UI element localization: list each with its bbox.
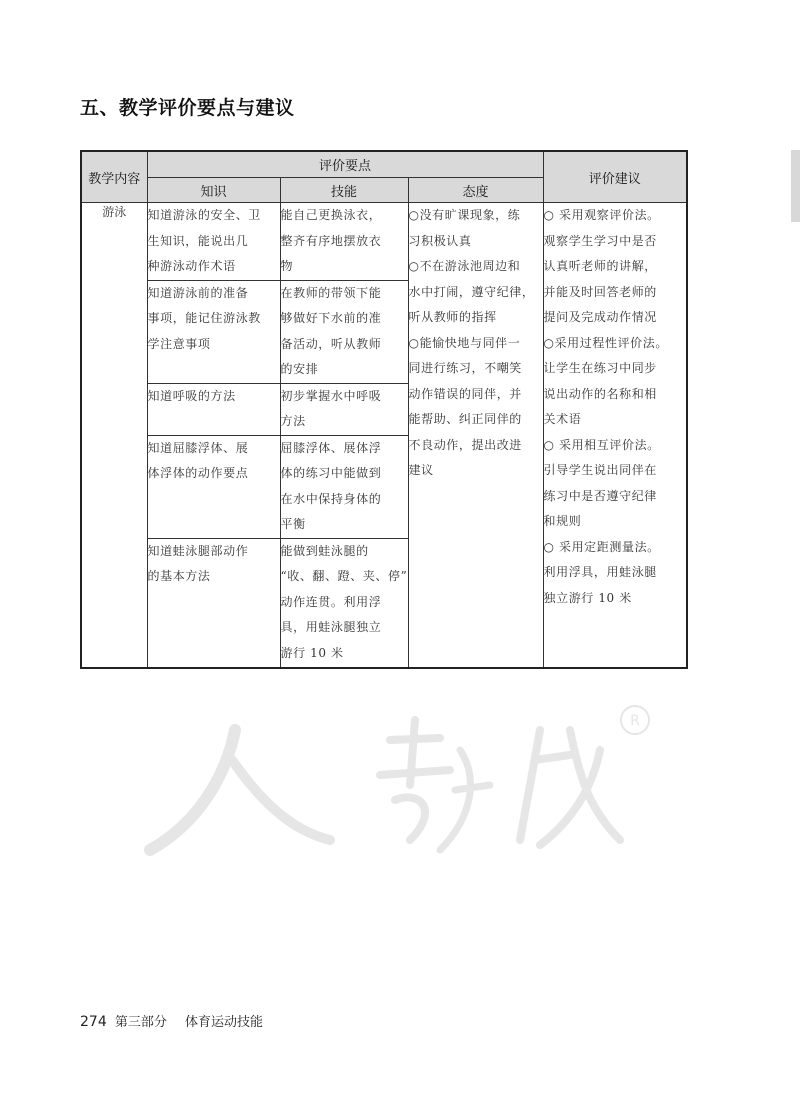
knowledge-cell bbox=[147, 383, 280, 435]
cell-line: 利用浮具，用蛙泳腿 bbox=[543, 565, 657, 579]
cell-line: 的安排 bbox=[280, 362, 319, 376]
cell-line: 体的练习中能做到 bbox=[280, 466, 382, 480]
cell-line: 听从教师的指挥 bbox=[408, 310, 497, 324]
skill-cell bbox=[280, 383, 408, 435]
cell-line: ○ 采用相互评价法。 bbox=[543, 437, 660, 452]
cell-line: ○能愉快地与同伴一 bbox=[408, 335, 521, 350]
skill-cell bbox=[280, 280, 408, 383]
cell-line: 初步掌握水中呼吸 bbox=[280, 388, 382, 403]
cell-line: ○没有旷课现象，练 bbox=[408, 208, 521, 222]
table-row bbox=[81, 203, 687, 281]
cell-line: 事项，能记住游泳教 bbox=[147, 311, 261, 325]
cell-line: 关术语 bbox=[543, 412, 582, 426]
cell-line: 引导学生说出同伴在 bbox=[543, 463, 657, 477]
cell-line: ○ 采用定距测量法。 bbox=[543, 539, 660, 554]
header-attitude: 态度 bbox=[408, 178, 543, 203]
cell-line: 能帮助、纠正同伴的 bbox=[408, 412, 522, 426]
skill-cell bbox=[280, 435, 408, 538]
cell-line: 知道蛙泳腿部动作 bbox=[147, 543, 249, 558]
skill-cell bbox=[280, 203, 408, 281]
cell-line: “收、翻、蹬、夹、停” bbox=[280, 569, 408, 583]
advice-cell bbox=[543, 203, 687, 669]
cell-line: 不良动作，提出改进 bbox=[408, 437, 522, 452]
evaluation-table bbox=[80, 150, 688, 669]
header-advice: 评价建议 bbox=[543, 151, 687, 203]
cell-line: 练习中是否遵守纪律 bbox=[543, 488, 657, 503]
cell-line: 在教师的带领下能 bbox=[280, 285, 382, 300]
cell-line: 备活动，听从教师 bbox=[280, 336, 382, 351]
knowledge-cell bbox=[147, 538, 280, 668]
footer-chapter: 体育运动技能 bbox=[185, 1015, 264, 1030]
cell-line: 学注意事项 bbox=[147, 336, 211, 351]
cell-line: 独立游行 10 米 bbox=[543, 590, 632, 605]
cell-line: 种游泳动作术语 bbox=[147, 259, 236, 273]
cell-line: 动作连贯。利用浮 bbox=[280, 594, 382, 609]
cell-line: 让学生在练习中同步 bbox=[543, 361, 657, 375]
header-knowledge: 知识 bbox=[147, 178, 280, 203]
cell-line: 观察学生学习中是否 bbox=[543, 233, 657, 248]
cell-line: 和规则 bbox=[543, 514, 582, 528]
section-title: 五、教学评价要点与建议 bbox=[80, 97, 295, 119]
cell-line: ○不在游泳池周边和 bbox=[408, 259, 521, 273]
skill-cell bbox=[280, 538, 408, 668]
attitude-cell bbox=[408, 203, 543, 669]
cell-line: 体浮体的动作要点 bbox=[147, 466, 249, 480]
cell-line: ○ 采用观察评价法。 bbox=[543, 208, 660, 222]
cell-line: 说出动作的名称和相 bbox=[543, 386, 657, 401]
footer-part: 第三部分 bbox=[114, 1015, 167, 1030]
svg-text:R: R bbox=[630, 713, 640, 729]
knowledge-cell bbox=[147, 435, 280, 538]
header-skill: 技能 bbox=[280, 178, 408, 203]
pep-logo-watermark-icon bbox=[140, 690, 670, 870]
cell-line: 方法 bbox=[280, 414, 306, 428]
cell-line: 的基本方法 bbox=[147, 569, 211, 583]
header-content: 教学内容 bbox=[81, 151, 147, 203]
cell-line: 同进行练习，不嘲笑 bbox=[408, 361, 522, 375]
knowledge-cell bbox=[147, 280, 280, 383]
cell-line: ○采用过程性评价法。 bbox=[543, 335, 668, 350]
cell-line: 整齐有序地摆放衣 bbox=[280, 233, 382, 248]
page-number: 274 bbox=[80, 1014, 107, 1030]
cell-line: 动作错误的同伴，并 bbox=[408, 386, 522, 401]
cell-line: 水中打闹，遵守纪律， bbox=[408, 284, 535, 299]
cell-line: 平衡 bbox=[280, 517, 306, 531]
cell-line: 认真听老师的讲解， bbox=[543, 259, 657, 273]
cell-line: 生知识，能说出几 bbox=[147, 233, 249, 248]
cell-line: 在水中保持身体的 bbox=[280, 491, 382, 506]
cell-line: 能自己更换泳衣， bbox=[280, 208, 382, 222]
cell-line: 游行 10 米 bbox=[280, 645, 344, 660]
cell-line: 知道游泳前的准备 bbox=[147, 285, 249, 300]
edge-tab bbox=[791, 150, 800, 222]
cell-line: 知道游泳的安全、卫 bbox=[147, 208, 261, 222]
header-points: 评价要点 bbox=[147, 151, 543, 178]
page-footer bbox=[80, 1011, 263, 1030]
cell-line: 建议 bbox=[408, 463, 434, 477]
cell-line: 习积极认真 bbox=[408, 233, 472, 248]
cell-line: 能做到蛙泳腿的 bbox=[280, 543, 369, 558]
cell-line: 物 bbox=[280, 259, 294, 273]
cell-line: 知道呼吸的方法 bbox=[147, 388, 236, 403]
cell-line: 屈膝浮体、展体浮 bbox=[280, 440, 382, 455]
knowledge-cell bbox=[147, 203, 280, 281]
cell-line: 知道屈膝浮体、展 bbox=[147, 440, 249, 455]
cell-line: 具，用蛙泳腿独立 bbox=[280, 620, 382, 634]
subject-cell: 游泳 bbox=[81, 203, 147, 669]
cell-line: 并能及时回答老师的 bbox=[543, 284, 657, 299]
cell-line: 够做好下水前的准 bbox=[280, 311, 382, 325]
cell-line: 提问及完成动作情况 bbox=[543, 310, 657, 324]
